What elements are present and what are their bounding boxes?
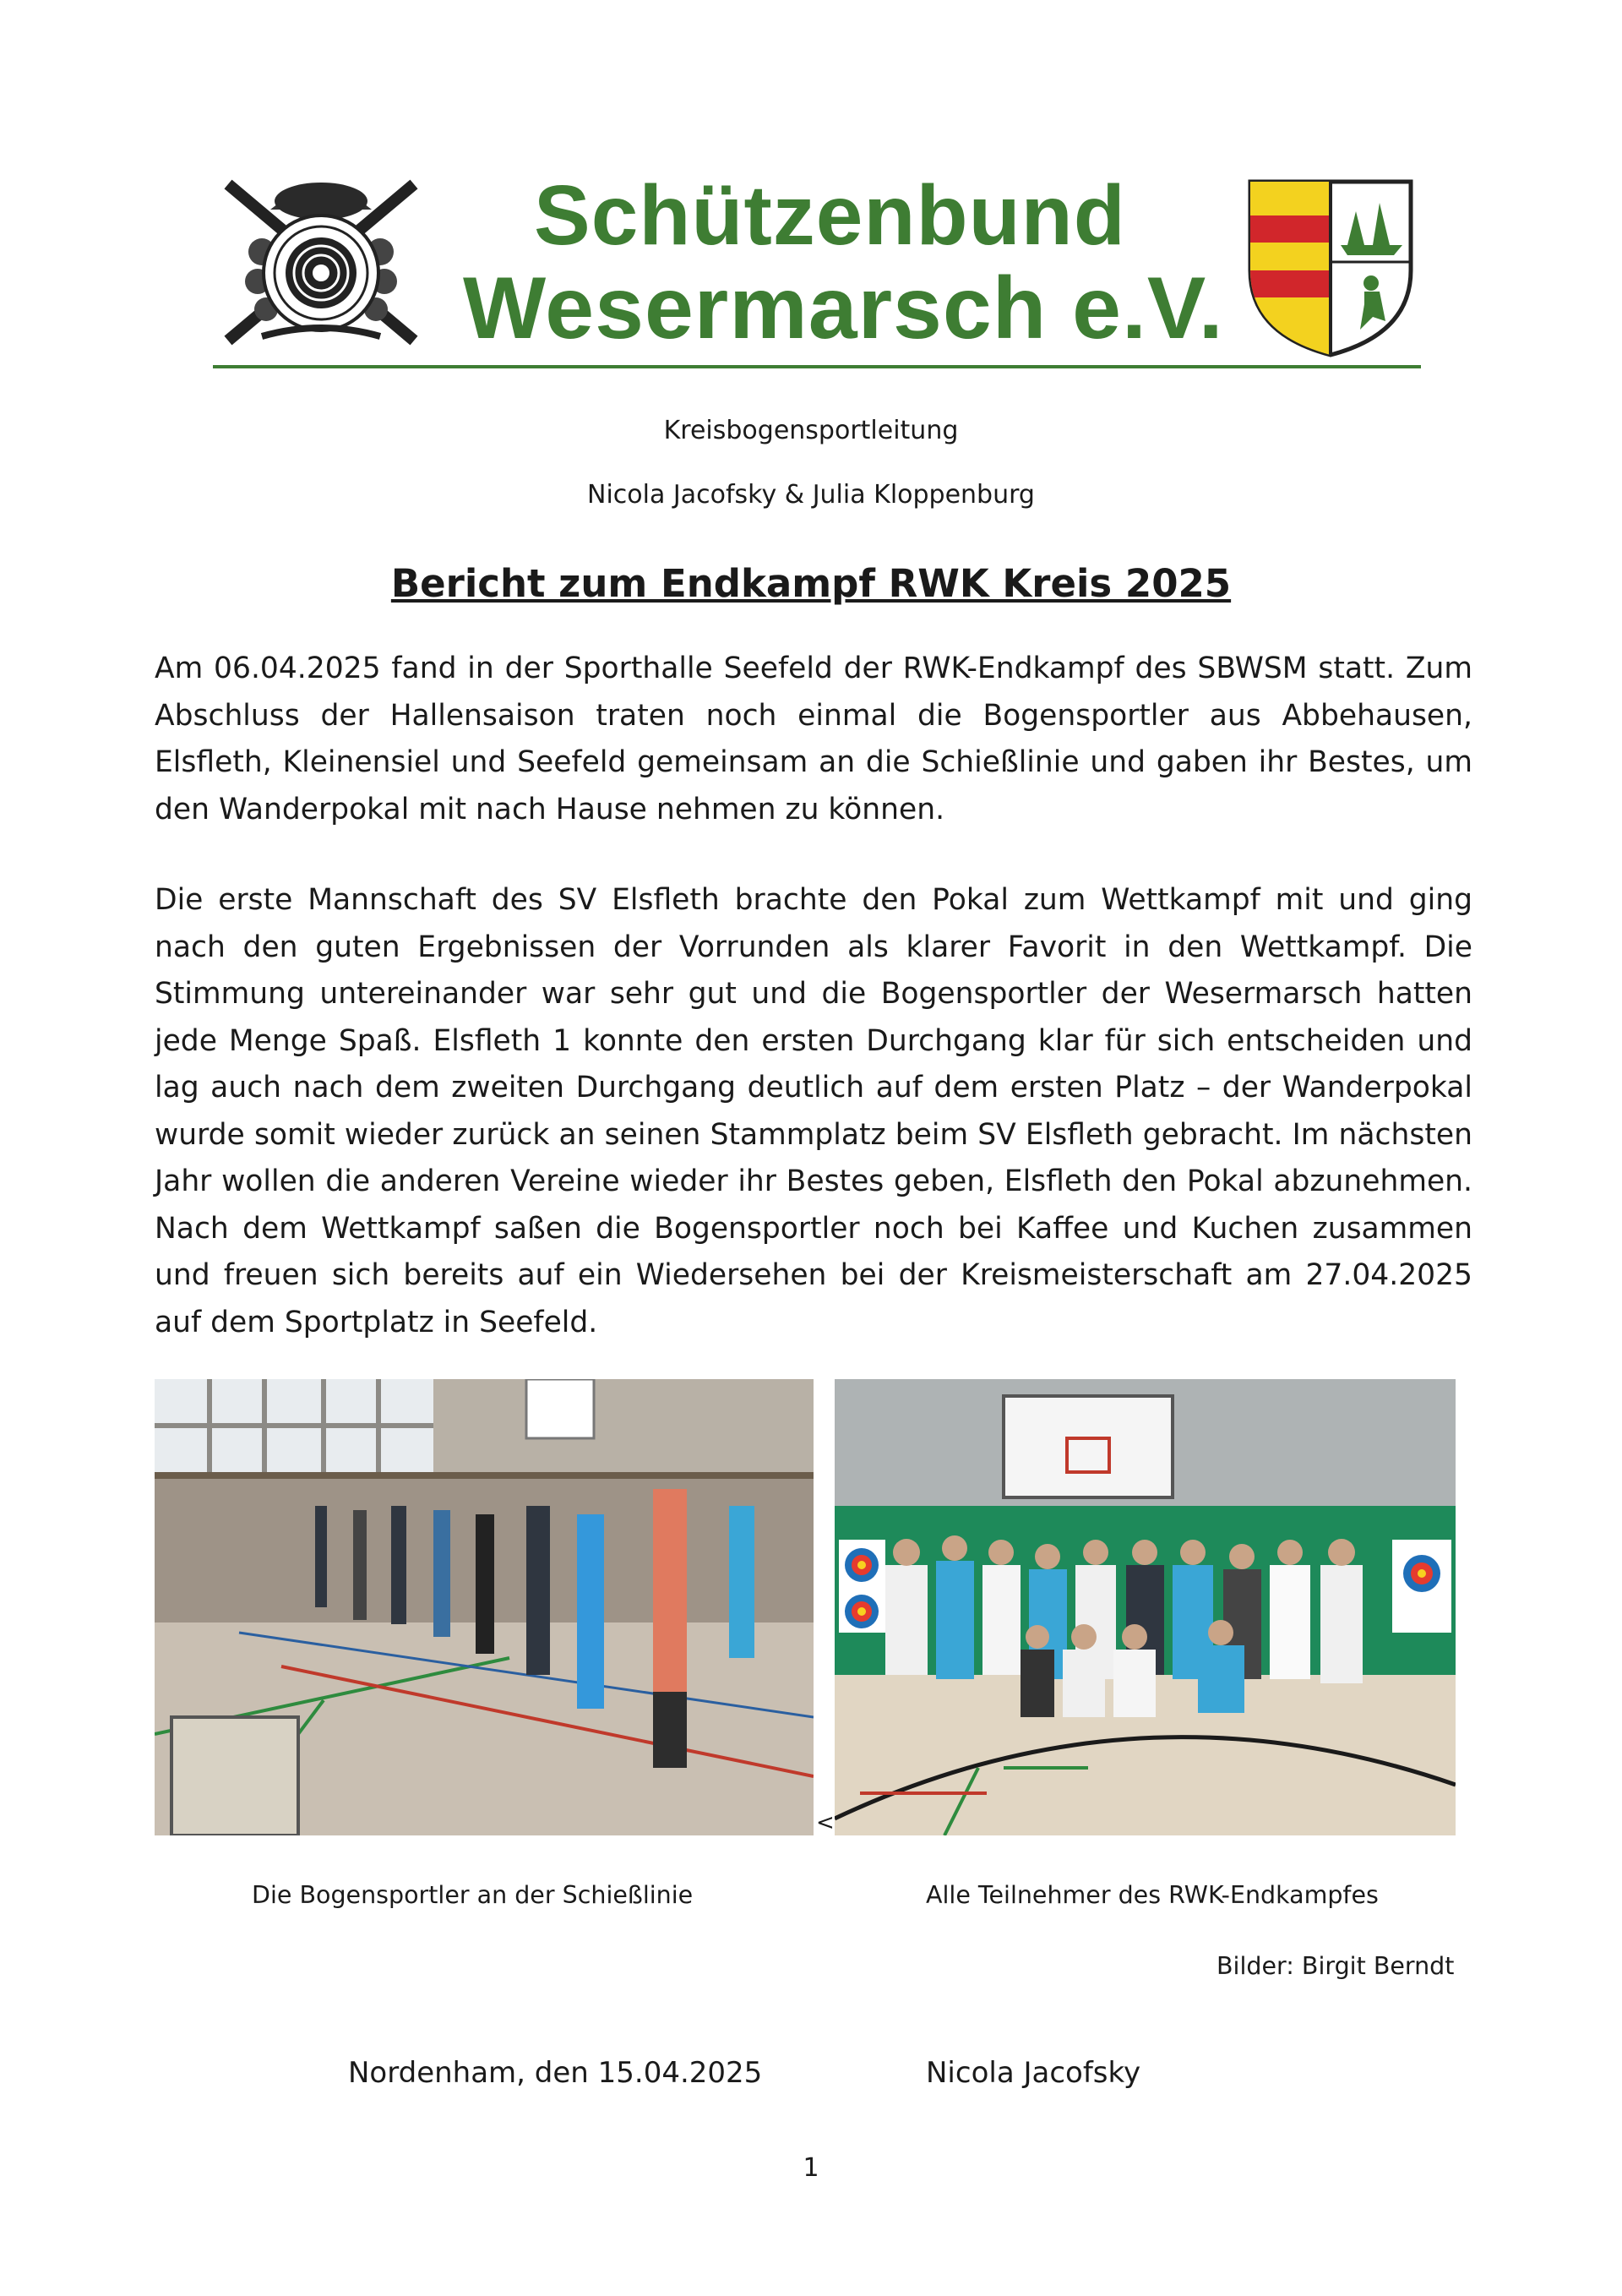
page-title: Bericht zum Endkampf RWK Kreis 2025 [390,561,1232,606]
department-label: Kreisbogensportleitung [663,416,959,445]
paragraph-2: Die erste Mannschaft des SV Elsfleth brachte den Pokal zum Wettkampf mit und ging nach den guten Ergebnissen der Vorrunden als klarer Favorit in den Wettkampf. Die Stimmung untereinander war sehr gut und die Bogensportler der Wesermarsch hatten jede Menge Spaß. Elsfleth 1 konnte den ersten Durchgang klar für sich entscheiden und lag auch nach dem zweiten Durchgang deutlich auf dem ersten Platz – der Wanderpokal wurde somit wieder zurück an seinen Stammplatz beim SV Elsfleth gebracht. Im nächsten Jahr wollen die anderen Vereine wieder ihr Bestes geben, Elsfleth den Pokal abzunehmen. Nach dem Wettkampf saßen die Bogensportler noch bei Kaffee und Kuchen zusammen und freuen sich bereits auf ein Wiedersehen bei der Kreismeisterschaft am 27.04.2025 auf dem Sportplatz in Seefeld. [155,883,1472,1339]
caption-right: Alle Teilnehmer des RWK-Endkampfes [926,1881,1379,1909]
header-divider [213,365,1421,368]
signature-name: Nicola Jacofsky [926,2056,1141,2090]
photo-all-participants [835,1379,1456,1835]
coat-of-arms-icon [1246,177,1415,359]
organization-name-line2: Wesermarsch e.V. [463,259,1224,357]
target-emblem-icon [211,159,431,353]
organization-name-line1: Schützenbund [534,168,1126,263]
photo-marker: < [816,1810,835,1835]
signature-place-date: Nordenham, den 15.04.2025 [348,2056,763,2090]
photo-archers-shooting-line [155,1379,814,1835]
paragraph-1: Am 06.04.2025 fand in der Sporthalle Seefeld der RWK-Endkampf des SBWSM statt. Zum Abschluss der Hallensaison traten noch einmal die Bogensportler aus Abbehausen, Elsfleth, Kleinensiel und Seefeld gemeinsam an die Schießlinie und gaben ihr Bestes, um den Wanderpokal mit nach Hause nehmen zu können. [155,652,1472,826]
leaders-label: Nicola Jacofsky & Julia Kloppenburg [587,480,1035,510]
page-number: 1 [803,2153,819,2183]
caption-left: Die Bogensportler an der Schießlinie [252,1881,694,1909]
photo-credit: Bilder: Birgit Berndt [1216,1952,1455,1980]
